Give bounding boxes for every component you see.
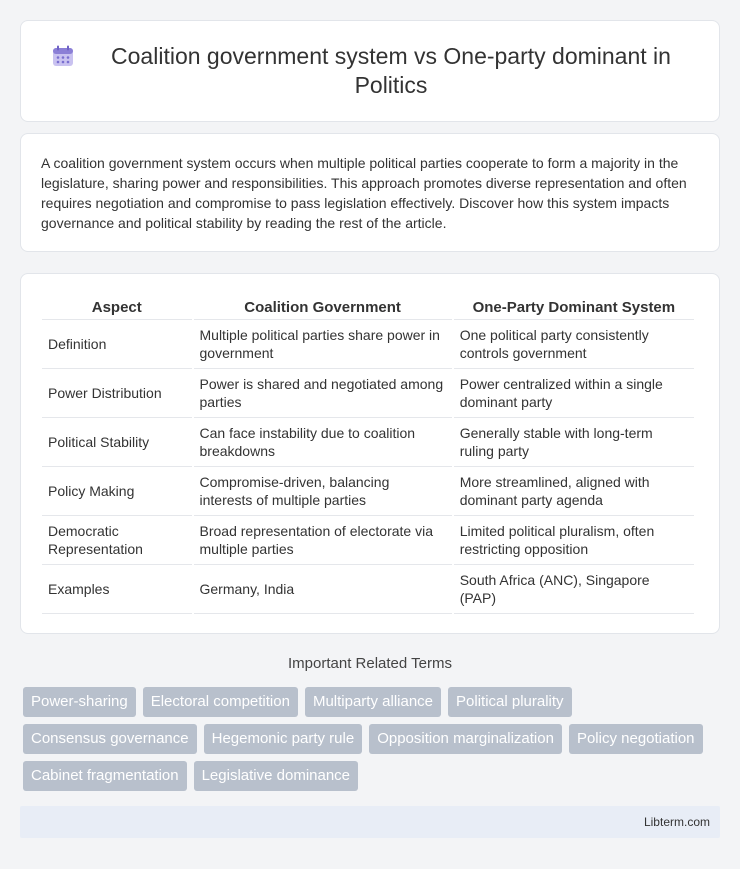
table-cell: Compromise-driven, balancing interests of multiple parties bbox=[194, 467, 452, 516]
table-cell: One political party consistently controls government bbox=[454, 320, 694, 369]
related-term-tag[interactable]: Power-sharing bbox=[23, 687, 136, 717]
table-cell: South Africa (ANC), Singapore (PAP) bbox=[454, 565, 694, 614]
table-cell: Multiple political parties share power in government bbox=[194, 320, 452, 369]
comparison-card bbox=[20, 273, 720, 634]
table-cell: Broad representation of electorate via multiple parties bbox=[194, 516, 452, 565]
table-row bbox=[42, 467, 694, 516]
table-cell: Policy Making bbox=[42, 467, 192, 516]
header-card bbox=[20, 20, 720, 122]
table-cell: Can face instability due to coalition breakdowns bbox=[194, 418, 452, 467]
table-cell: More streamlined, aligned with dominant party agenda bbox=[454, 467, 694, 516]
table-header-row bbox=[42, 294, 694, 320]
related-terms-list bbox=[23, 687, 723, 791]
column-header: One-Party Dominant System bbox=[454, 294, 694, 320]
intro-card bbox=[20, 133, 720, 252]
related-term-tag[interactable]: Multiparty alliance bbox=[305, 687, 441, 717]
related-term-tag[interactable]: Opposition marginalization bbox=[369, 724, 562, 754]
table-row bbox=[42, 320, 694, 369]
table-cell: Generally stable with long-term ruling party bbox=[454, 418, 694, 467]
table-cell: Power centralized within a single dominant party bbox=[454, 369, 694, 418]
related-term-tag[interactable]: Political plurality bbox=[448, 687, 572, 717]
table-row bbox=[42, 565, 694, 614]
related-term-tag[interactable]: Cabinet fragmentation bbox=[23, 761, 187, 791]
column-header: Coalition Government bbox=[194, 294, 452, 320]
table-cell: Germany, India bbox=[194, 565, 452, 614]
table-cell: Power is shared and negotiated among parties bbox=[194, 369, 452, 418]
footer-site-link[interactable]: Libterm.com bbox=[643, 815, 710, 829]
related-term-tag[interactable]: Consensus governance bbox=[23, 724, 197, 754]
footer bbox=[20, 806, 720, 838]
related-terms-heading: Important Related Terms bbox=[288, 655, 452, 672]
table-cell: Definition bbox=[42, 320, 192, 369]
related-term-tag[interactable]: Policy negotiation bbox=[569, 724, 703, 754]
table-row bbox=[42, 418, 694, 467]
intro-paragraph: A coalition government system occurs when multiple political parties cooperate to form a majority in the legislature, sharing power and responsibilities. This approach promotes diverse representation and often requires negotiation and compromise to pass legislation effectively. Discover how this system impacts governance and political stability by reading the rest of the article. bbox=[41, 155, 687, 231]
table-row bbox=[42, 516, 694, 565]
column-header: Aspect bbox=[42, 294, 192, 320]
table-cell: Limited political pluralism, often restricting opposition bbox=[454, 516, 694, 565]
related-term-tag[interactable]: Legislative dominance bbox=[194, 761, 358, 791]
table-row bbox=[42, 369, 694, 418]
calendar-icon bbox=[51, 44, 75, 68]
table-cell: Political Stability bbox=[42, 418, 192, 467]
comparison-table bbox=[40, 294, 696, 614]
page-title: Coalition government system vs One-party dominant in Politics bbox=[111, 43, 671, 98]
related-term-tag[interactable]: Hegemonic party rule bbox=[204, 724, 363, 754]
table-cell: Power Distribution bbox=[42, 369, 192, 418]
table-cell: Democratic Representation bbox=[42, 516, 192, 565]
related-term-tag[interactable]: Electoral competition bbox=[143, 687, 298, 717]
table-cell: Examples bbox=[42, 565, 192, 614]
